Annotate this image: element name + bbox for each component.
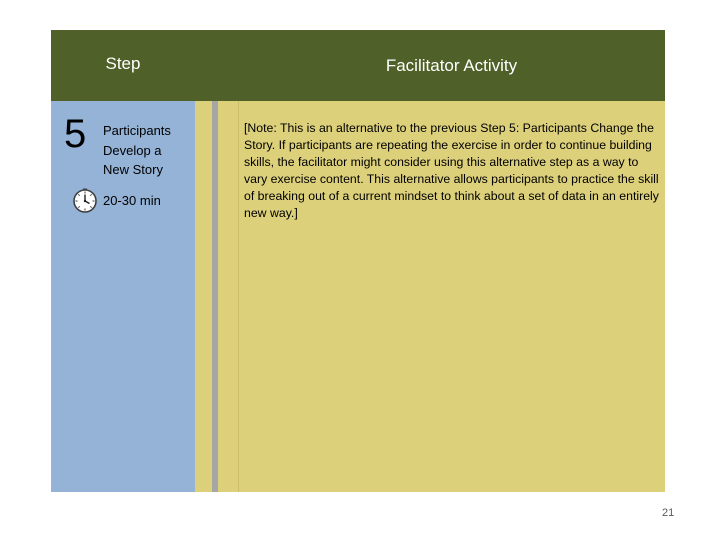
page-number: 21	[662, 507, 675, 519]
activity-column-header: Facilitator Activity	[385, 55, 518, 75]
column-divider	[212, 101, 218, 492]
step-column-header: Step	[105, 53, 141, 73]
clock-icon	[72, 188, 98, 214]
step-duration: 20-30 min	[103, 193, 161, 208]
step-title: Participants Develop a New Story	[103, 123, 171, 177]
step-number: 5	[64, 112, 87, 156]
activity-description: [Note: This is an alternative to the previous Step 5: Participants Change the Story. If participants are repeating the exercise in order to continue building skills, the facilitator might consider using this alternative step as a way to vary exercise content. This alternative allows participants to practice the skill of breaking out of a current mindset to think about a set of data in an entirely new way.]	[244, 121, 659, 220]
